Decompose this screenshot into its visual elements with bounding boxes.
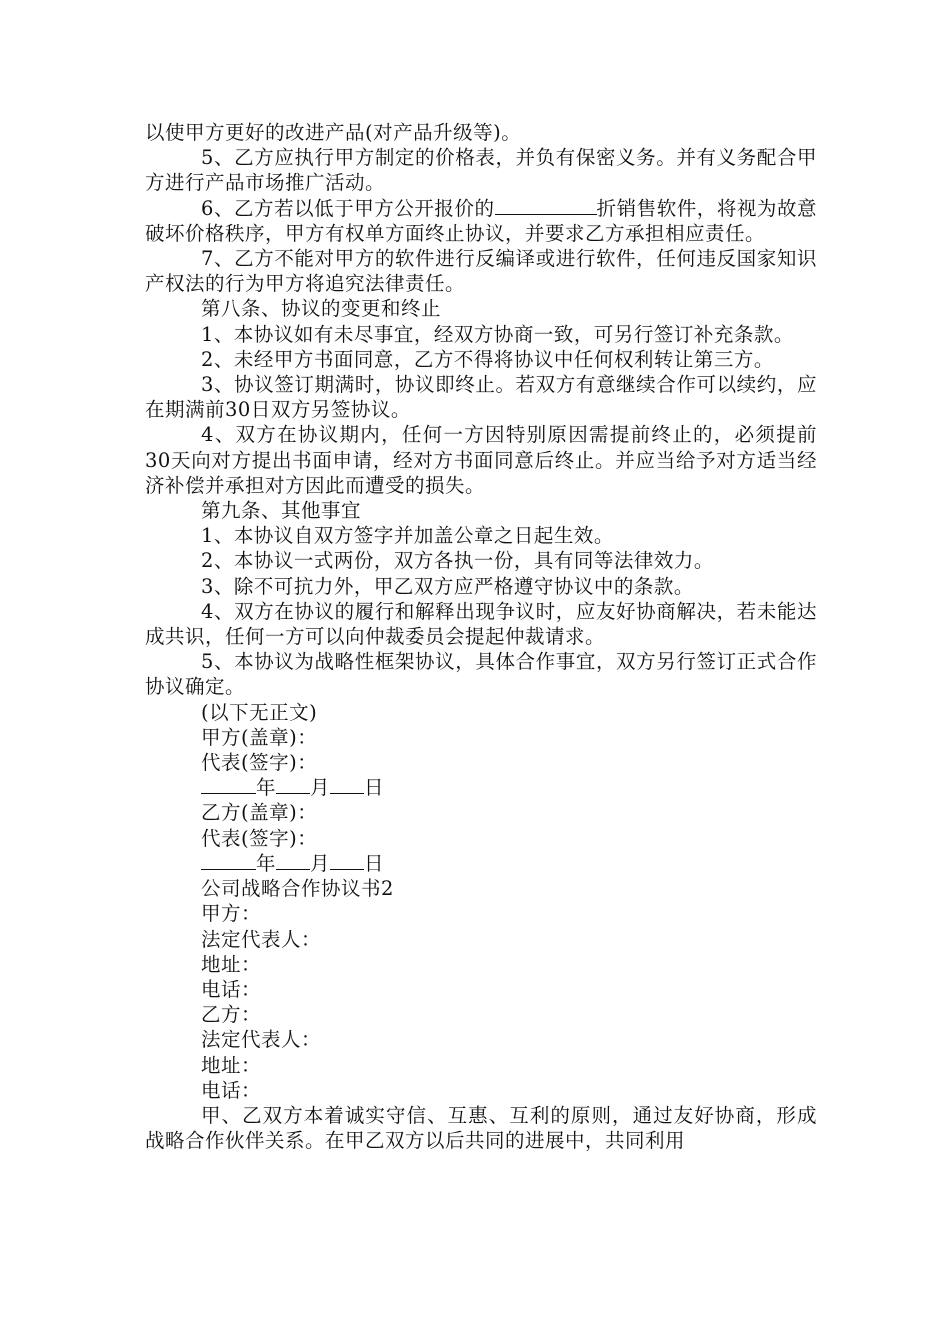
party-b-seal-label: 乙方(盖章)：	[201, 801, 318, 825]
article-8-item-4: 4、双方在协议期内，任何一方因特别原因需提前终止的，必须提前30天向对方提出书面申请，经对方书面同意后终止。并应当给予对方适当经济补偿并承担对方因此而遭受的损失。	[145, 423, 817, 497]
party-a-date-line	[145, 775, 817, 800]
party-a-seal-label: 甲方(盖章)：	[201, 725, 318, 749]
clause-6-part-1: 6、乙方若以低于甲方公开报价的	[201, 196, 495, 220]
article-8-item-3: 3、协议签订期满时，协议即终止。若双方有意继续合作可以续约，应在期满前30日双方另签协议。	[145, 373, 817, 422]
paragraph-line-1: 以使甲方更好的改进产品(对产品升级等)。	[145, 121, 522, 144]
article-9-heading: 第九条、其他事宜	[201, 499, 362, 523]
party-b-rep-label: 代表(签字)：	[201, 826, 318, 850]
day-label: 日	[364, 776, 385, 800]
article-8-item-2: 2、未经甲方书面同意，乙方不得将协议中任何权利转让第三方。	[201, 347, 774, 371]
party-a-rep-label: 代表(签字)：	[201, 751, 318, 775]
party-a-phone-label: 电话：	[201, 977, 262, 1001]
article-8-item-1: 1、本协议如有未尽事宜，经双方协商一致，可另行签订补充条款。	[201, 322, 794, 346]
party-b-legal-rep-label: 法定代表人：	[201, 1028, 322, 1052]
party-a-label: 甲方：	[201, 902, 262, 926]
year-blank	[201, 775, 256, 794]
discount-blank	[495, 196, 597, 215]
article-9-item-1: 1、本协议自双方签字并加盖公章之日起生效。	[201, 524, 614, 548]
month-blank	[276, 775, 310, 794]
year-blank	[201, 851, 256, 870]
day-blank	[330, 775, 364, 794]
clause-6-part-2: 折销售软件，将视为故意破坏价格秩序，甲方有权单方面终止协议，并要求乙方承担相应责任。	[145, 196, 817, 245]
party-a-address-label: 地址：	[201, 952, 262, 976]
intro-paragraph: 甲、乙双方本着诚实守信、互惠、互利的原则，通过友好协商，形成战略合作伙伴关系。在甲乙双方以后共同的进展中，共同利用	[145, 1103, 817, 1153]
party-b-date-line	[145, 851, 817, 876]
second-agreement-title: 公司战略合作协议书2	[201, 877, 394, 901]
article-9-item-4: 4、双方在协议的履行和解释出现争议时，应友好协商解决，若未能达成共识，任何一方可以向仲裁委员会提起仲裁请求。	[145, 599, 817, 649]
month-label: 月	[310, 851, 331, 875]
day-blank	[330, 851, 364, 870]
day-label: 日	[364, 851, 385, 875]
clause-6	[145, 196, 817, 246]
party-b-label: 乙方：	[201, 1003, 262, 1027]
month-blank	[276, 851, 310, 870]
party-b-address-label: 地址：	[201, 1053, 262, 1077]
year-label: 年	[256, 776, 277, 800]
party-a-legal-rep-label: 法定代表人：	[201, 927, 322, 951]
clause-7: 7、乙方不能对甲方的软件进行反编译或进行软件，任何违反国家知识产权法的行为甲方将追究法律责任。	[145, 247, 817, 296]
end-of-text-note: (以下无正文)	[201, 700, 318, 724]
article-9-item-2: 2、本协议一式两份，双方各执一份，具有同等法律效力。	[201, 549, 714, 573]
article-9-item-5: 5、本协议为战略性框架协议，具体合作事宜，双方另行签订正式合作协议确定。	[145, 650, 817, 699]
article-8-heading: 第八条、协议的变更和终止	[201, 297, 442, 321]
year-label: 年	[256, 851, 277, 875]
document-body	[145, 120, 817, 1153]
party-b-phone-label: 电话：	[201, 1078, 262, 1102]
month-label: 月	[310, 776, 331, 800]
article-9-item-3: 3、除不可抗力外，甲乙双方应严格遵守协议中的条款。	[201, 574, 694, 598]
clause-5: 5、乙方应执行甲方制定的价格表，并负有保密义务。并有义务配合甲方进行产品市场推广活动。	[145, 146, 817, 195]
